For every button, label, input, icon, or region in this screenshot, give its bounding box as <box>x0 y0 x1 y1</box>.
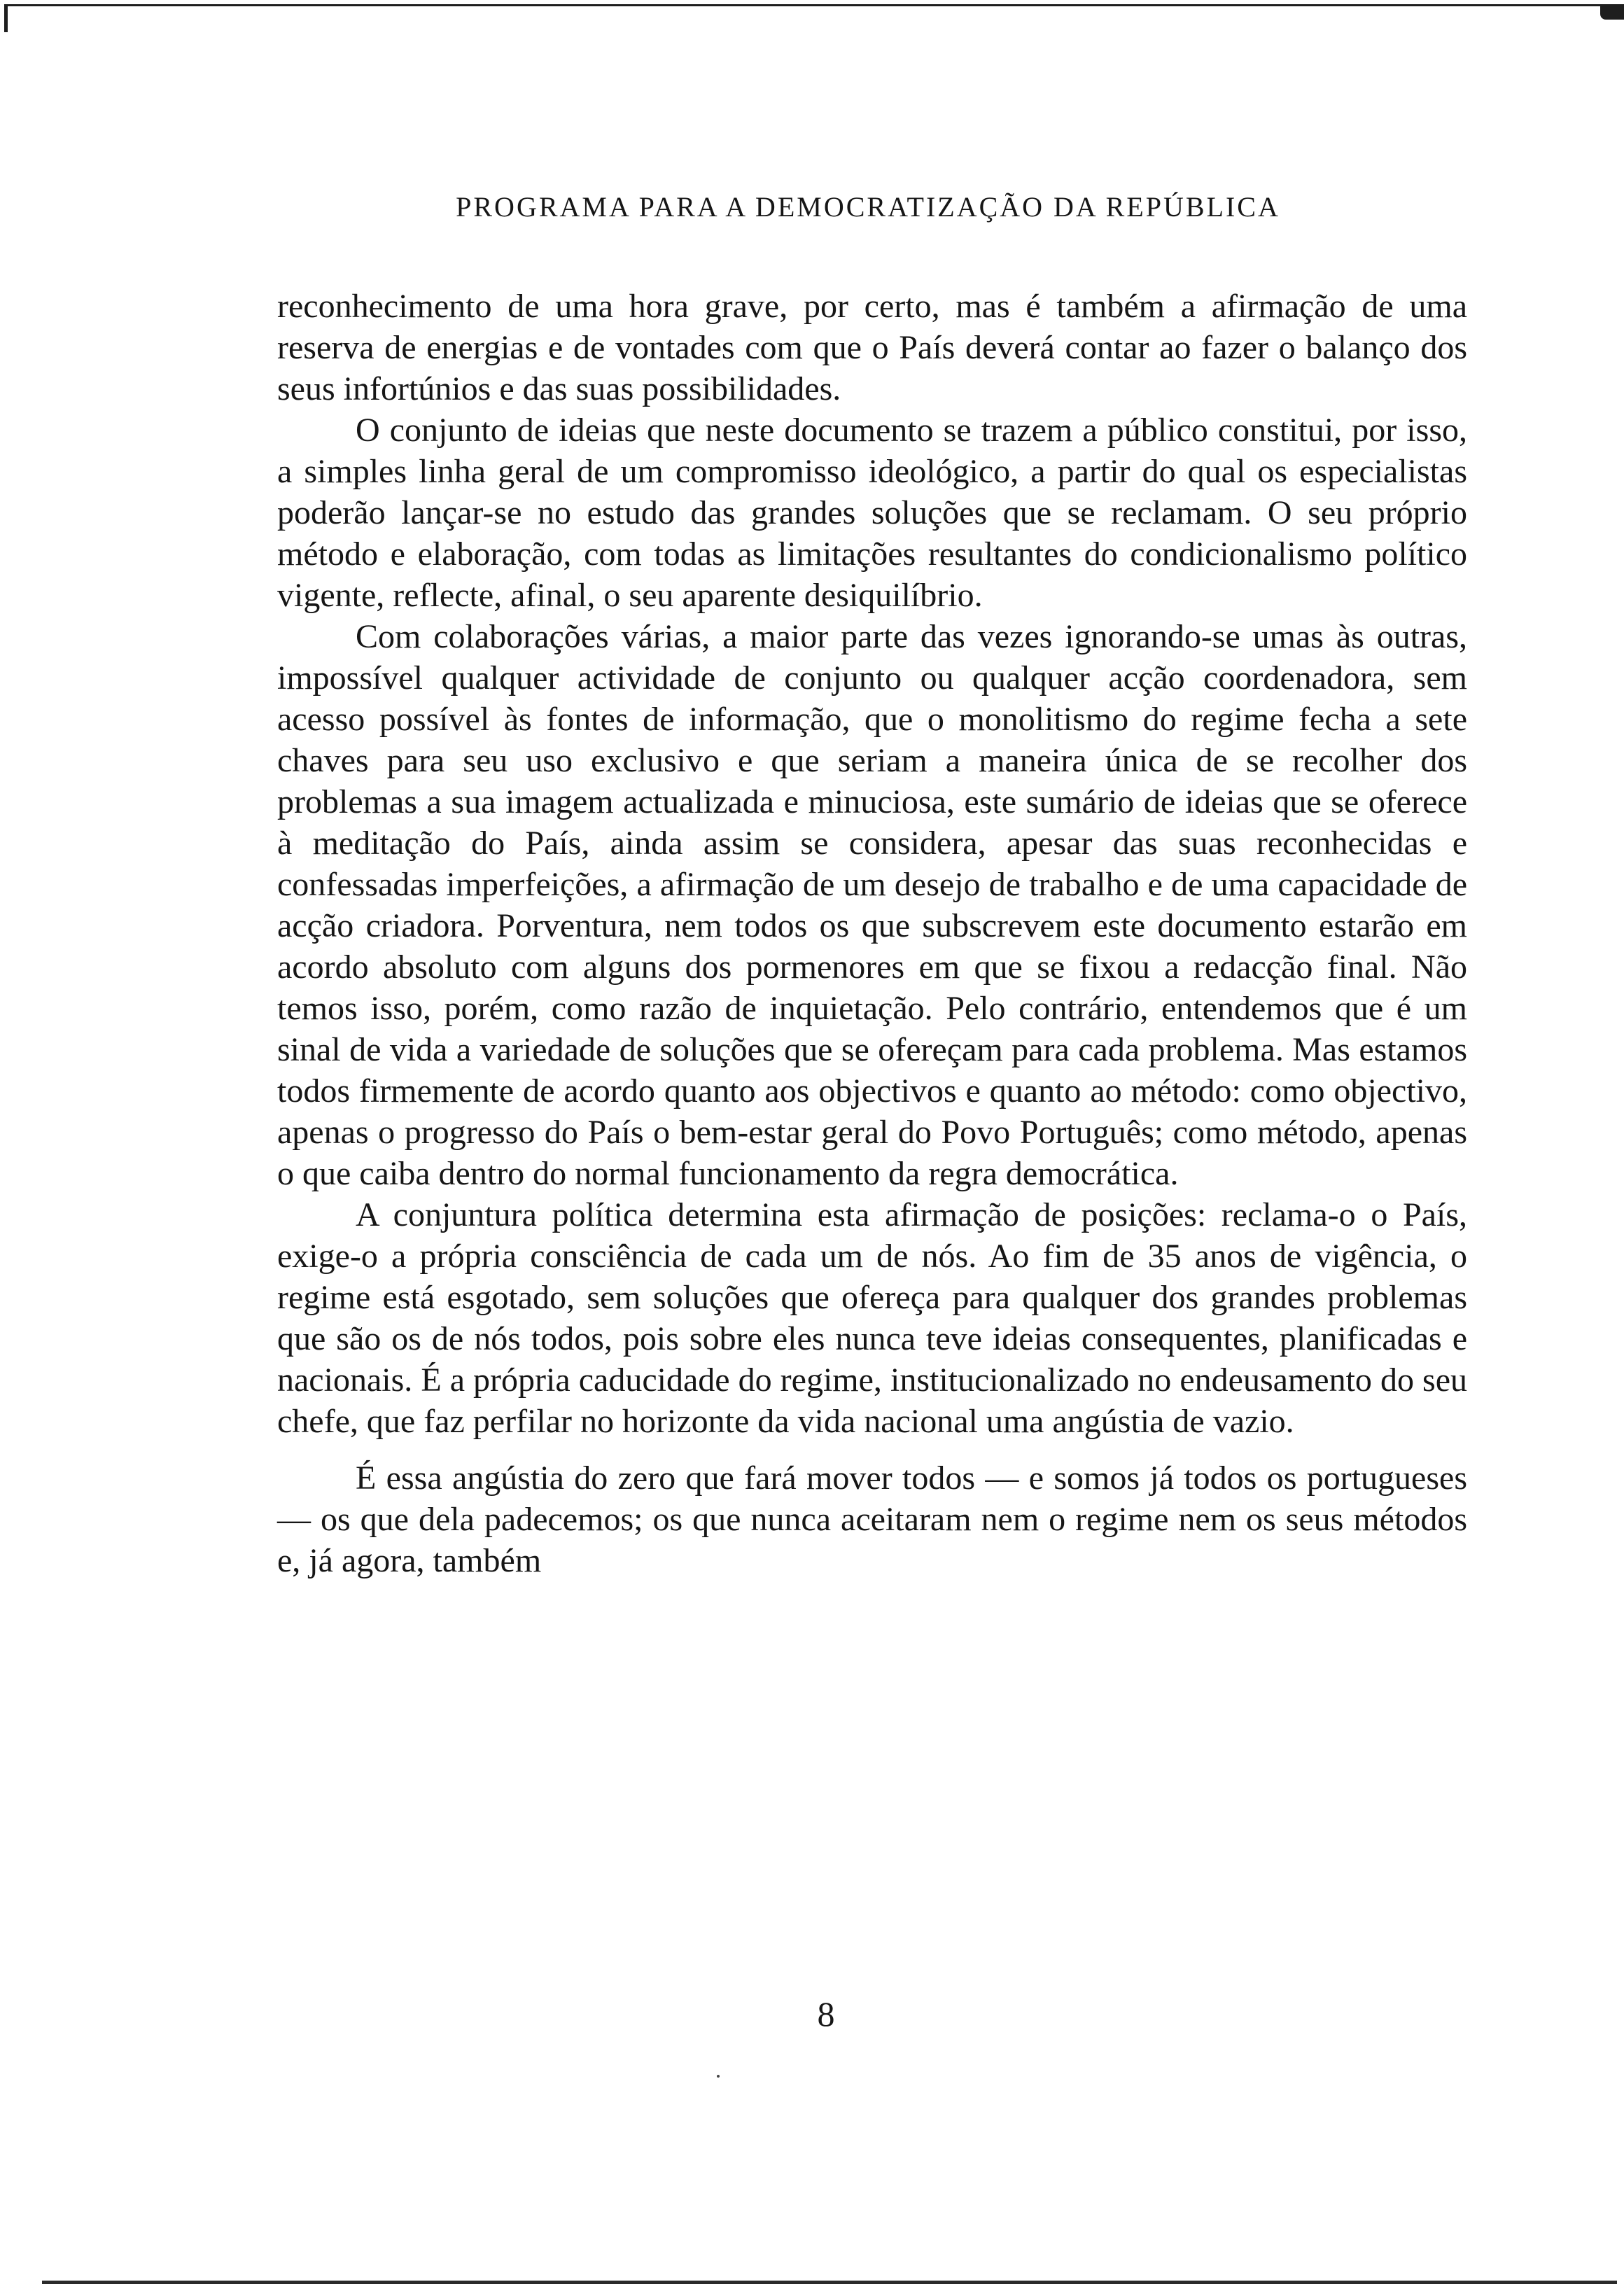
paragraph-3: Com colaborações várias, a maior parte das vezes ignorando-se umas às outras, impossível qualquer actividade de conjunto ou qualquer acção coordenadora, sem acesso possível às fontes de informação, que o monolitismo do regime fecha a sete chaves para seu uso exclusivo e que seriam a maneira única de se recolher dos problemas a sua imagem actualizada e minuciosa, este sumário de ideias que se oferece à meditação do País, ainda assim se considera, apesar das suas reconhecidas e confessadas imperfeições, a afirmação de um desejo de trabalho e de uma capacidade de acção criadora. Porventura, nem todos os que subscrevem este documento estarão em acordo absoluto com alguns dos pormenores em que se fixou a redacção final. Não temos isso, porém, como razão de inquietação. Pelo contrário, entendemos que é um sinal de vida a variedade de soluções que se ofereçam para cada problema. Mas estamos todos firmemente de acordo quanto aos objectivos e quanto ao método: como objectivo, apenas o progresso do País o bem-estar geral do Povo Português; como método, apenas o que caiba dentro do normal funcionamento da regra democrática. <box>277 618 1467 1192</box>
paragraph-2: O conjunto de ideias que neste documento se trazem a público constitui, por isso, a simples linha geral de um compromisso ideológico, a partir do qual os especialistas poderão lançar-se no estudo das grandes soluções que se reclamam. O seu próprio método e elaboração, com todas as limitações resultantes do condicionalismo político vigente, reflecte, afinal, o seu aparente desiquilíbrio. <box>277 412 1467 614</box>
scan-edge-right <box>1600 4 1624 20</box>
running-head: PROGRAMA PARA A DEMOCRATIZAÇÃO DA REPÚBLICA <box>456 191 1280 223</box>
paragraph-5: É essa angústia do zero que fará mover todos — e somos já todos os portugueses — os que dela padecemos; os que nunca aceitaram nem o regime nem os seus métodos e, já agora, também <box>277 1460 1467 1579</box>
page-number: 8 <box>817 1994 835 2033</box>
scan-speck <box>717 2075 720 2078</box>
paragraph-1: reconhecimento de uma hora grave, por certo, mas é também a afirmação de uma reserva de energias e de vontades com que o País deverá contar ao fazer o balanço dos seus infortúnios e das suas possibilidades. <box>277 288 1467 407</box>
scan-edge-left <box>4 4 8 32</box>
scan-edge-bottom <box>42 2281 1617 2284</box>
paragraph-4: A conjuntura política determina esta afirmação de posições: reclama-o o País, exige-o a própria consciência de cada um de nós. Ao fim de 35 anos de vigência, o regime está esgotado, sem soluções que ofereça para qualquer dos grandes problemas que são os de nós todos, pois sobre eles nunca teve ideias consequentes, planificadas e nacionais. É a própria caducidade do regime, institucionalizado no endeusamento do seu chefe, que faz perfilar no horizonte da vida nacional uma angústia de vazio. <box>277 1196 1467 1440</box>
scan-edge-top <box>6 4 1616 6</box>
body-text <box>277 286 1467 1581</box>
